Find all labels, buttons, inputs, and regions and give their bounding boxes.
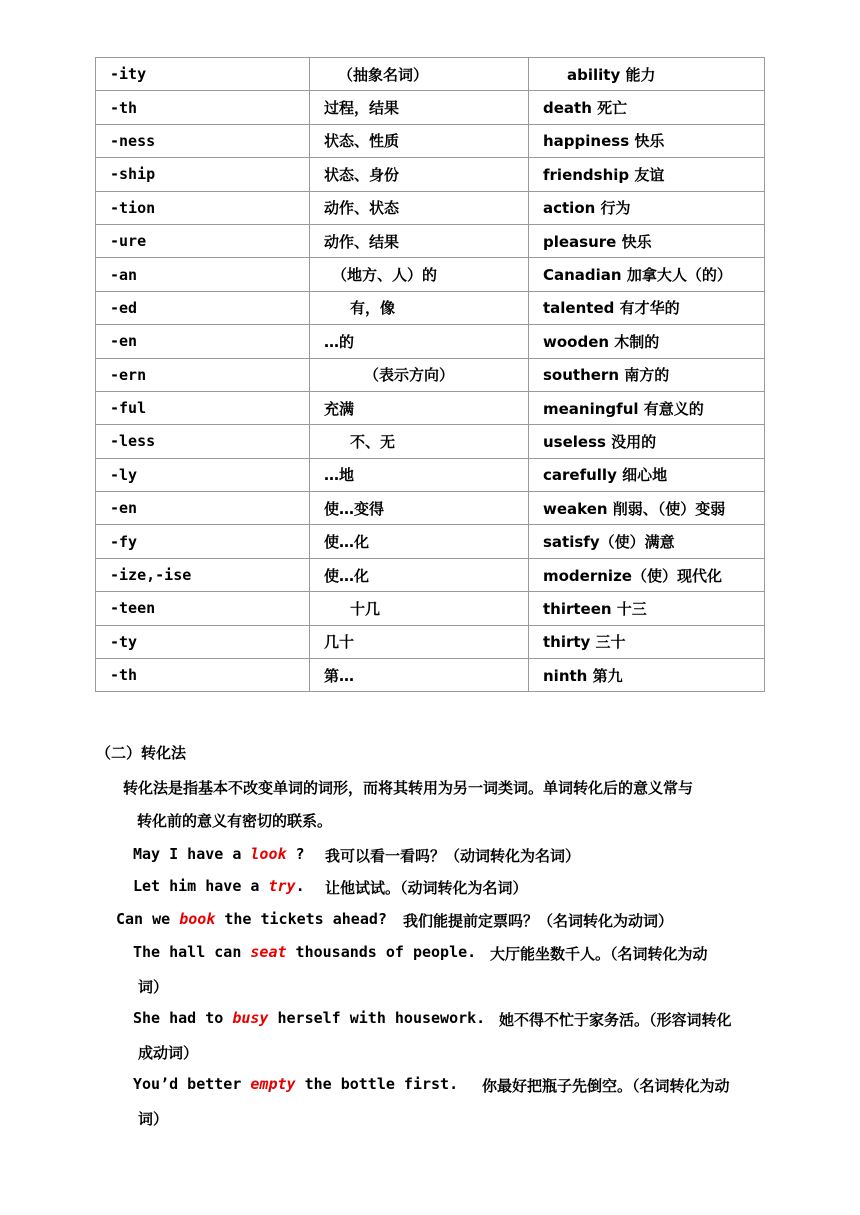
example-cell: death 死亡 — [529, 91, 765, 124]
highlighted-word: try — [268, 877, 296, 895]
example-cell: meaningful 有意义的 — [529, 391, 765, 424]
example-cell: carefully 细心地 — [529, 458, 765, 491]
sentence-end: ? — [286, 845, 305, 863]
highlighted-word: empty — [250, 1075, 296, 1093]
example-sentence — [133, 1075, 730, 1095]
meaning-cell: 使…化 — [310, 525, 529, 558]
table-row — [96, 425, 765, 458]
sentence-end: the tickets ahead? — [215, 910, 387, 928]
highlighted-word: book — [179, 910, 216, 928]
suffix-cell: -en — [96, 325, 310, 358]
english-sentence — [133, 845, 305, 863]
english-sentence — [133, 943, 476, 961]
meaning-cell: 有，像 — [310, 291, 529, 324]
sentence-start: Let him have a — [133, 877, 269, 895]
highlighted-word: busy — [232, 1009, 269, 1027]
meaning-cell: 十几 — [310, 592, 529, 625]
sentence-end: thousands of people. — [286, 943, 477, 961]
sentence-end: . — [295, 877, 305, 895]
suffix-cell: -ful — [96, 391, 310, 424]
example-cell: happiness 快乐 — [529, 124, 765, 157]
suffix-cell: -ship — [96, 158, 310, 191]
english-sentence — [133, 1009, 485, 1027]
meaning-cell: 不、无 — [310, 425, 529, 458]
meaning-cell: 状态、身份 — [310, 158, 529, 191]
table-row — [96, 625, 765, 658]
suffix-cell: -th — [96, 659, 310, 692]
sentence-end: herself with housework. — [268, 1009, 486, 1027]
suffix-cell: -less — [96, 425, 310, 458]
english-sentence — [116, 910, 387, 928]
meaning-cell: 充满 — [310, 391, 529, 424]
example-cell: wooden 木制的 — [529, 325, 765, 358]
sentence-start: She had to — [133, 1009, 233, 1027]
intro-line-2: 转化前的意义有密切的联系。 — [137, 812, 333, 830]
example-cell: southern 南方的 — [529, 358, 765, 391]
chinese-translation: 我们能提前定票吗？（名词转化为动词） — [403, 912, 674, 930]
meaning-cell: 几十 — [310, 625, 529, 658]
english-sentence — [133, 877, 305, 895]
example-cell: thirteen 十三 — [529, 592, 765, 625]
section-heading: （二）转化法 — [96, 744, 187, 762]
table-row — [96, 558, 765, 591]
suffix-cell: -ure — [96, 224, 310, 257]
example-cell: ability 能力 — [529, 58, 765, 91]
sentence-start: May I have a — [133, 845, 251, 863]
example-cell: Canadian 加拿大人（的） — [529, 258, 765, 291]
meaning-cell: 动作、状态 — [310, 191, 529, 224]
chinese-translation: 大厅能坐数千人。（名词转化为动 — [490, 945, 708, 963]
chinese-translation-continued: 词） — [138, 1110, 169, 1128]
table-row — [96, 224, 765, 257]
example-cell: useless 没用的 — [529, 425, 765, 458]
suffix-cell: -teen — [96, 592, 310, 625]
table-row — [96, 325, 765, 358]
example-cell: weaken 削弱、（使）变弱 — [529, 492, 765, 525]
suffix-cell: -ty — [96, 625, 310, 658]
english-sentence — [133, 1075, 458, 1093]
meaning-cell: 动作、结果 — [310, 224, 529, 257]
meaning-cell: 使…化 — [310, 558, 529, 591]
example-cell: modernize（使）现代化 — [529, 558, 765, 591]
sentence-start: Can we — [116, 910, 180, 928]
example-cell: satisfy（使）满意 — [529, 525, 765, 558]
meaning-cell: 第… — [310, 659, 529, 692]
meaning-cell: （抽象名词） — [310, 58, 529, 91]
chinese-translation-continued: 词） — [138, 978, 169, 996]
suffix-cell: -ness — [96, 124, 310, 157]
suffix-cell: -ern — [96, 358, 310, 391]
table-row — [96, 58, 765, 91]
chinese-translation: 让他试试。（动词转化为名词） — [325, 879, 528, 897]
highlighted-word: look — [250, 845, 287, 863]
suffix-cell: -an — [96, 258, 310, 291]
example-cell: talented 有才华的 — [529, 291, 765, 324]
highlighted-word: seat — [250, 943, 287, 961]
table-row — [96, 458, 765, 491]
chinese-translation: 她不得不忙于家务活。（形容词转化 — [499, 1011, 732, 1029]
suffix-cell: -th — [96, 91, 310, 124]
example-cell: action 行为 — [529, 191, 765, 224]
suffix-cell: -ity — [96, 58, 310, 91]
sentence-end: the bottle first. — [295, 1075, 459, 1093]
meaning-cell: …地 — [310, 458, 529, 491]
suffix-cell: -ize,-ise — [96, 558, 310, 591]
table-row — [96, 391, 765, 424]
sentence-start: The hall can — [133, 943, 251, 961]
suffix-cell: -ly — [96, 458, 310, 491]
example-sentence — [133, 1009, 732, 1029]
table-row — [96, 592, 765, 625]
suffix-cell: -ed — [96, 291, 310, 324]
chinese-translation-continued: 成动词） — [138, 1044, 199, 1062]
meaning-cell: （地方、人）的 — [310, 258, 529, 291]
example-sentence — [133, 877, 528, 897]
suffix-cell: -en — [96, 492, 310, 525]
example-sentence — [116, 910, 674, 930]
example-sentence — [133, 943, 708, 963]
meaning-cell: …的 — [310, 325, 529, 358]
table-row — [96, 191, 765, 224]
table-row — [96, 358, 765, 391]
table-row — [96, 525, 765, 558]
example-cell: pleasure 快乐 — [529, 224, 765, 257]
table-row — [96, 492, 765, 525]
example-cell: ninth 第九 — [529, 659, 765, 692]
suffix-table — [95, 57, 765, 692]
table-row — [96, 124, 765, 157]
suffix-cell: -tion — [96, 191, 310, 224]
table-row — [96, 659, 765, 692]
meaning-cell: 过程，结果 — [310, 91, 529, 124]
table-row — [96, 258, 765, 291]
meaning-cell: （表示方向） — [310, 358, 529, 391]
table-row — [96, 158, 765, 191]
sentence-start: You’d better — [133, 1075, 251, 1093]
chinese-translation: 你最好把瓶子先倒空。（名词转化为动 — [482, 1077, 730, 1095]
table-row — [96, 91, 765, 124]
example-cell: thirty 三十 — [529, 625, 765, 658]
intro-line-1: 转化法是指基本不改变单词的词形，而将其转用为另一词类词。单词转化后的意义常与 — [123, 779, 694, 797]
suffix-table-body — [96, 58, 765, 692]
chinese-translation: 我可以看一看吗？（动词转化为名词） — [325, 847, 581, 865]
meaning-cell: 使…变得 — [310, 492, 529, 525]
example-cell: friendship 友谊 — [529, 158, 765, 191]
suffix-cell: -fy — [96, 525, 310, 558]
table-row — [96, 291, 765, 324]
example-sentence — [133, 845, 581, 865]
meaning-cell: 状态、性质 — [310, 124, 529, 157]
